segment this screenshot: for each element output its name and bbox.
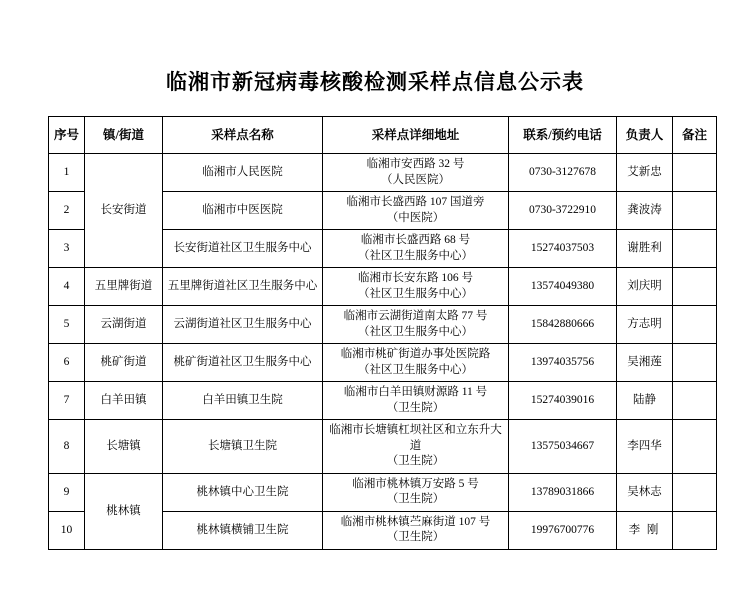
cell-note (673, 473, 717, 511)
column-header-manager: 负责人 (617, 117, 673, 154)
cell-note (673, 344, 717, 382)
cell-town: 桃矿街道 (85, 344, 163, 382)
cell-address (323, 154, 509, 192)
cell-phone: 15842880666 (509, 306, 617, 344)
cell-manager: 刘庆明 (617, 268, 673, 306)
cell-index: 10 (49, 511, 85, 549)
address-line-2: （人民医院） (381, 173, 450, 186)
column-header-phone: 联系/预约电话 (509, 117, 617, 154)
cell-address (323, 192, 509, 230)
cell-index: 9 (49, 473, 85, 511)
address-line-2: （社区卫生服务中心） (358, 287, 473, 300)
cell-site-name: 临湘市中医医院 (163, 192, 323, 230)
cell-address (323, 306, 509, 344)
cell-note (673, 511, 717, 549)
table-row (49, 473, 717, 511)
cell-note (673, 230, 717, 268)
table-row (49, 420, 717, 474)
cell-site-name: 桃林镇中心卫生院 (163, 473, 323, 511)
table-header-row (49, 117, 717, 154)
cell-phone: 0730-3722910 (509, 192, 617, 230)
table-header (49, 117, 717, 154)
column-header-site-name: 采样点名称 (163, 117, 323, 154)
address-line-2: （卫生院） (386, 493, 445, 506)
cell-site-name: 五里牌街道社区卫生服务中心 (163, 268, 323, 306)
cell-site-name: 云湖街道社区卫生服务中心 (163, 306, 323, 344)
cell-phone: 13789031866 (509, 473, 617, 511)
cell-phone: 15274039016 (509, 382, 617, 420)
cell-address (323, 511, 509, 549)
cell-manager: 方志明 (617, 306, 673, 344)
cell-index: 7 (49, 382, 85, 420)
cell-note (673, 192, 717, 230)
address-line-1: 临湘市长塘镇杠坝社区和立东升大道 (329, 424, 502, 452)
address-line-1: 临湘市桃矿街道办事处医院路 (340, 348, 491, 361)
cell-phone: 15274037503 (509, 230, 617, 268)
cell-phone: 13974035756 (509, 344, 617, 382)
cell-phone: 0730-3127678 (509, 154, 617, 192)
cell-manager: 李四华 (617, 420, 673, 474)
cell-note (673, 154, 717, 192)
table-row (49, 306, 717, 344)
cell-index: 2 (49, 192, 85, 230)
column-header-address: 采样点详细地址 (323, 117, 509, 154)
address-line-1: 临湘市长盛西路 107 国道旁 (346, 196, 485, 209)
cell-phone: 19976700776 (509, 511, 617, 549)
cell-phone: 13575034667 (509, 420, 617, 474)
address-line-2: （社区卫生服务中心） (358, 325, 473, 338)
page-title: 临湘市新冠病毒核酸检测采样点信息公示表 (166, 70, 584, 94)
cell-index: 6 (49, 344, 85, 382)
cell-manager: 谢胜利 (617, 230, 673, 268)
table-row (49, 154, 717, 192)
table-body (49, 154, 717, 550)
address-line-2: （社区卫生服务中心） (358, 249, 473, 262)
cell-town: 长安街道 (85, 154, 163, 268)
cell-manager: 李 刚 (617, 511, 673, 549)
cell-manager: 吴林志 (617, 473, 673, 511)
cell-index: 1 (49, 154, 85, 192)
cell-town: 五里牌街道 (85, 268, 163, 306)
cell-address (323, 344, 509, 382)
column-header-town: 镇/街道 (85, 117, 163, 154)
cell-site-name: 桃矿街道社区卫生服务中心 (163, 344, 323, 382)
address-line-1: 临湘市长盛西路 68 号 (360, 234, 471, 247)
address-line-1: 临湘市云湖街道南太路 77 号 (343, 310, 488, 323)
address-line-1: 临湘市桃林镇万安路 5 号 (352, 477, 479, 490)
cell-site-name: 长安街道社区卫生服务中心 (163, 230, 323, 268)
cell-note (673, 306, 717, 344)
column-header-note: 备注 (673, 117, 717, 154)
table-row (49, 382, 717, 420)
cell-index: 4 (49, 268, 85, 306)
address-line-2: （社区卫生服务中心） (358, 363, 473, 376)
cell-site-name: 白羊田镇卫生院 (163, 382, 323, 420)
document-page (0, 66, 750, 596)
cell-manager: 龚波涛 (617, 192, 673, 230)
cell-note (673, 268, 717, 306)
cell-town: 长塘镇 (85, 420, 163, 474)
address-line-1: 临湘市长安东路 106 号 (358, 272, 473, 285)
cell-phone: 13574049380 (509, 268, 617, 306)
cell-site-name: 长塘镇卫生院 (163, 420, 323, 474)
address-line-2: （中医院） (386, 211, 445, 224)
cell-index: 5 (49, 306, 85, 344)
address-line-2: （卫生院） (386, 531, 445, 544)
cell-address (323, 268, 509, 306)
cell-site-name: 临湘市人民医院 (163, 154, 323, 192)
cell-note (673, 382, 717, 420)
table-row (49, 344, 717, 382)
cell-address (323, 420, 509, 474)
cell-town: 白羊田镇 (85, 382, 163, 420)
column-header-index: 序号 (49, 117, 85, 154)
address-line-1: 临湘市桃林镇苎麻街道 107 号 (340, 515, 491, 528)
cell-index: 8 (49, 420, 85, 474)
address-line-2: （卫生院） (386, 455, 445, 468)
sampling-points-table (48, 116, 717, 550)
address-line-1: 临湘市安西路 32 号 (366, 158, 465, 170)
cell-town: 桃林镇 (85, 473, 163, 549)
cell-manager: 陆静 (617, 382, 673, 420)
cell-manager: 艾新忠 (617, 154, 673, 192)
cell-note (673, 420, 717, 474)
cell-address (323, 473, 509, 511)
cell-address (323, 230, 509, 268)
cell-site-name: 桃林镇横铺卫生院 (163, 511, 323, 549)
address-line-2: （卫生院） (386, 401, 445, 414)
address-line-1: 临湘市白羊田镇财源路 11 号 (343, 386, 488, 399)
cell-town: 云湖街道 (85, 306, 163, 344)
cell-manager: 吴湘莲 (617, 344, 673, 382)
cell-index: 3 (49, 230, 85, 268)
table-row (49, 268, 717, 306)
cell-address (323, 382, 509, 420)
